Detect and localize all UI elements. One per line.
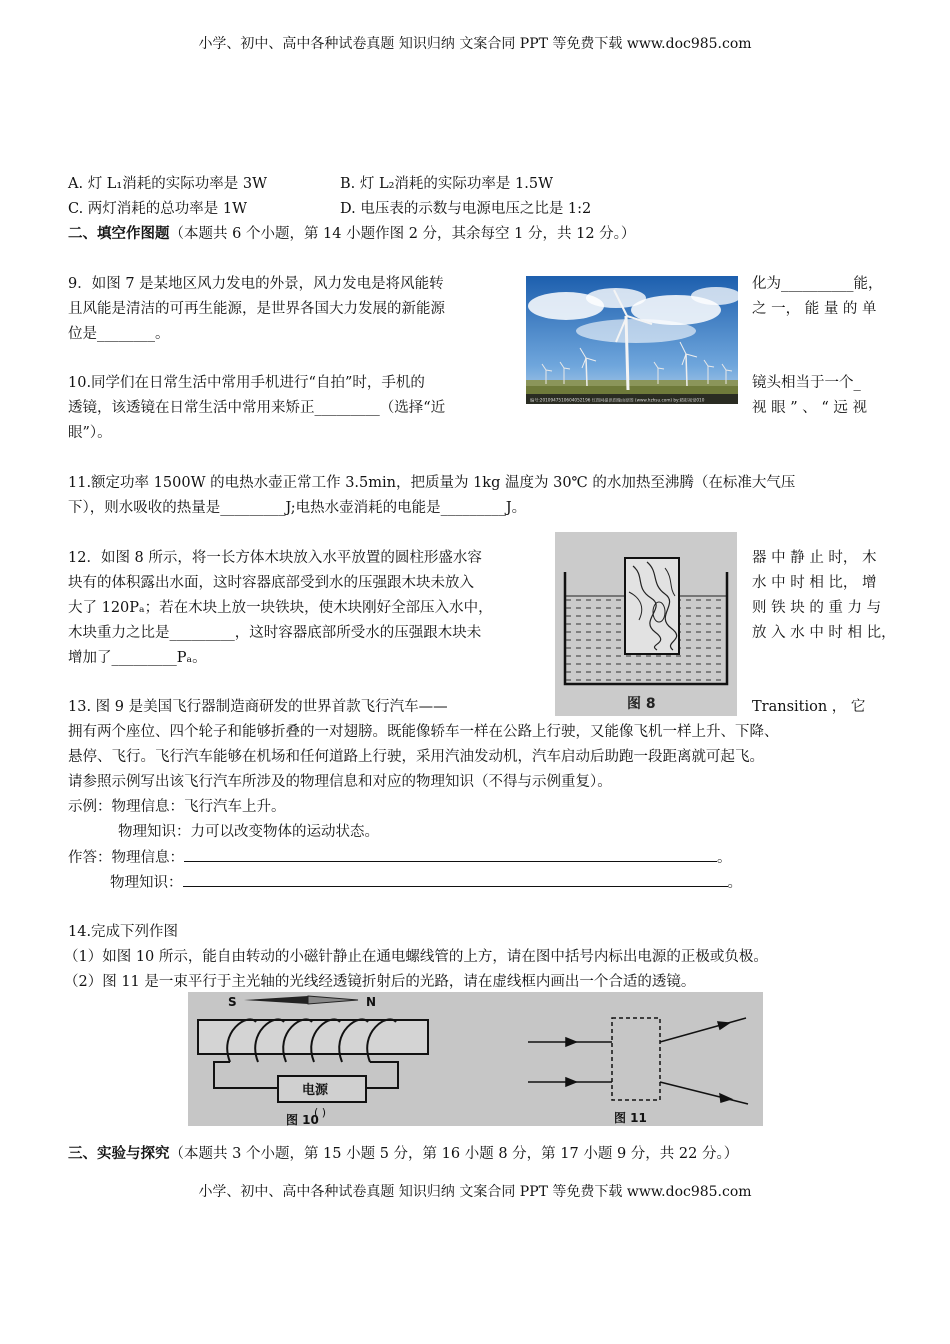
page-header: 小学、初中、高中各种试卷真题 知识归纳 文案合同 PPT 等免费下载 www.doc985.com (198, 36, 752, 52)
power-supply-label: 电源 (302, 1083, 329, 1098)
magnet-s-label: S (228, 995, 237, 1009)
q14-part2: （2）图 11 是一束平行于主光轴的光线经透镜折射后的光路，请在虚线框内画出一个合适的透镜。 (64, 974, 696, 990)
wind-farm-illustration (526, 276, 738, 404)
q9-line1: 9．如图 7 是某地区风力发电的外景，风力发电是将风能转 (68, 276, 444, 292)
q13-answer1-blank[interactable] (184, 847, 717, 862)
q13-line1: 13. 图 9 是美国飞行器制造商研发的世界首款飞行汽车—— (68, 699, 448, 715)
figure-10-label: 图 10 (286, 1113, 319, 1126)
q12-right2: 水 中 时 相 比， 增 (752, 575, 877, 591)
q10-line3: 眼”）。 (68, 425, 112, 441)
q12-line1: 12．如图 8 所示，将一长方体木块放入水平放置的圆柱形盛水容 (68, 550, 482, 566)
q11-line1: 11.额定功率 1500W 的电热水壶正常工作 3.5min，把质量为 1kg 温度为 30℃ 的水加热至沸腾（在标准大气压 (68, 475, 796, 491)
section3-note: （本题共 3 个小题，第 15 小题 5 分，第 16 小题 8 分，第 17 小题 9 分，共 22 分。） (169, 1146, 739, 1162)
section2-note: （本题共 6 个小题，第 14 小题作图 2 分，其余每空 1 分，共 12 分。） (169, 226, 636, 242)
figure-11-label: 图 11 (614, 1111, 647, 1125)
q13-answer2-row (110, 872, 742, 893)
q12-line2: 块有的体积露出水面，这时容器底部受到水的压强跟木块未放入 (68, 575, 474, 591)
q14-title: 14.完成下列作图 (68, 924, 179, 940)
q12-right3: 则 铁 块 的 重 力 与 (752, 600, 882, 616)
option-a: A. 灯 L₁消耗的实际功率是 3W (68, 176, 267, 192)
q10-line2: 透镜，该透镜在日常生活中常用来矫正_________（选择“近 (68, 400, 446, 416)
section2-title: 二、填空作图题 (68, 225, 170, 242)
option-c: C. 两灯消耗的总功率是 1W (68, 201, 248, 217)
photo-caption: 编号:2010947510604052196 红图网提供图像由原图 (www.hzhsu.com) by:精彩视觉010 (530, 397, 705, 403)
q13-line3: 悬停、飞行。飞行汽车能够在机场和任何道路上行驶，采用汽油发动机，汽车启动后助跑一段距离就可起飞。 (68, 749, 764, 765)
q9-right2: 之 一， 能 量 的 单 (752, 301, 877, 317)
q9-line3: 位是________。 (68, 326, 170, 342)
q9-right1: 化为__________能， (752, 276, 883, 292)
q13-line2: 拥有两个座位、四个轮子和能够折叠的一对翅膀。既能像轿车一样在公路上行驶，又能像飞机一样上升、下降、 (68, 724, 779, 740)
q14-part1: （1）如图 10 所示，能自由转动的小磁针静止在通电螺线管的上方，请在图中括号内标出电源的正极或负极。 (64, 949, 768, 965)
figure-10-11 (188, 992, 763, 1126)
q13-answer2-label: 物理知识： (110, 875, 183, 891)
q11-line2: 下），则水吸收的热量是_________J;电热水壶消耗的电能是_________J。 (68, 500, 527, 516)
q12-right1: 器 中 静 止 时， 木 (752, 550, 877, 566)
q13-line4: 请参照示例写出该飞行汽车所涉及的物理信息和对应的物理知识（不得与示例重复）。 (68, 774, 612, 790)
figure-8-diagram (555, 532, 737, 716)
q10-line1: 10.同学们在日常生活中常用手机进行“自拍”时，手机的 (68, 375, 425, 391)
q13-right1: Transition ， 它 (752, 699, 866, 715)
q13-answer1-label: 作答：物理信息： (68, 850, 184, 866)
q12-line5: 增加了_________Pₐ。 (68, 650, 207, 666)
q13-answer2-blank[interactable] (183, 872, 728, 887)
power-polarity-bracket: ( ) (314, 1106, 327, 1119)
q10-right1: 镜头相当于一个_ (752, 375, 861, 391)
q12-line3: 大了 120Pₐ；若在木块上放一块铁块，使木块刚好全部压入水中， (68, 600, 493, 616)
q13-answer1-row (68, 847, 732, 868)
q9-line2: 且风能是清洁的可再生能源，是世界各国大力发展的新能源 (68, 301, 445, 317)
q12-line4: 木块重力之比是_________，这时容器底部所受水的压强跟木块未 (68, 625, 482, 641)
q13-example2: 物理知识：力可以改变物体的运动状态。 (118, 824, 379, 840)
option-d: D. 电压表的示数与电源电压之比是 1:2 (340, 201, 592, 217)
figure-10-11-diagram (188, 992, 763, 1126)
wind-farm-photo (526, 276, 738, 404)
q13-example1: 示例：物理信息：飞行汽车上升。 (68, 799, 286, 815)
magnet-n-label: N (366, 995, 377, 1009)
option-b: B. 灯 L₂消耗的实际功率是 1.5W (340, 176, 553, 192)
q13-answer1-end: 。 (717, 850, 732, 866)
q12-right4: 放 入 水 中 时 相 比， (752, 625, 896, 641)
section3-heading (68, 1144, 738, 1164)
section3-title: 三、实验与探究 (68, 1145, 170, 1162)
figure-8 (555, 532, 737, 716)
page-footer: 小学、初中、高中各种试卷真题 知识归纳 文案合同 PPT 等免费下载 www.doc985.com (198, 1184, 752, 1200)
section2-heading (68, 224, 635, 244)
q10-right2: 视 眼 ” 、 “ 远 视 (752, 400, 867, 416)
figure-8-label: 图 8 (627, 696, 656, 712)
q13-answer2-end: 。 (727, 875, 742, 891)
